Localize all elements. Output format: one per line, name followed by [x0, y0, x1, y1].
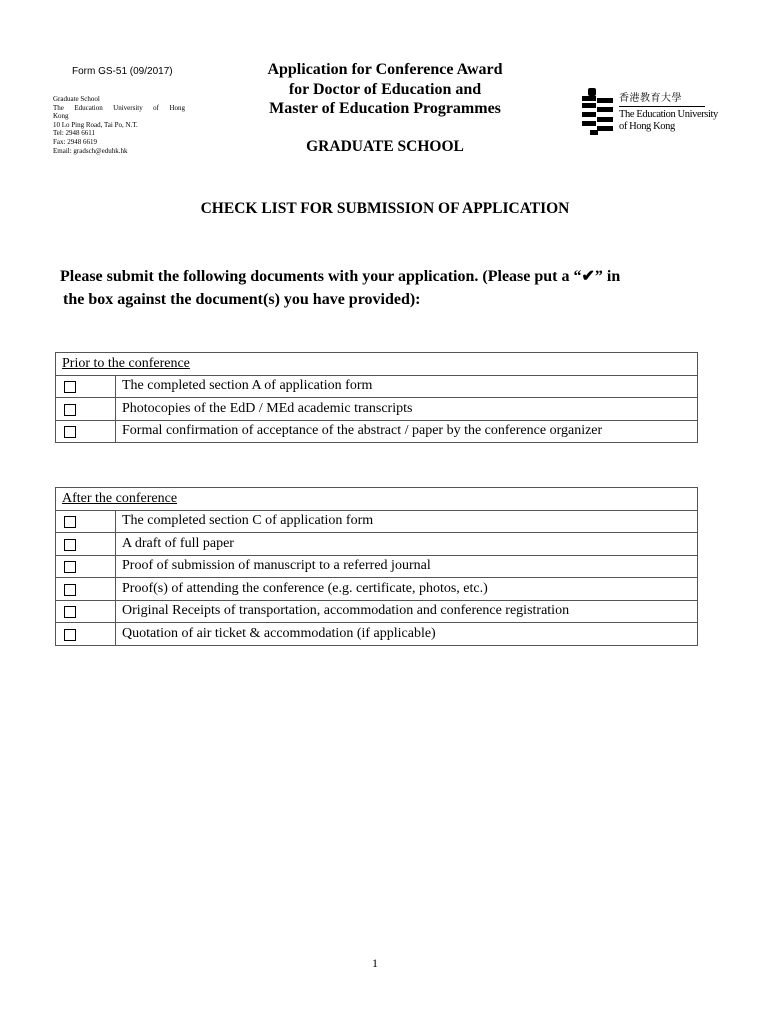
document-label: Formal confirmation of acceptance of the abstract / paper by the conference organizer	[116, 420, 698, 443]
title-line: Master of Education Programmes	[269, 100, 501, 117]
checkbox[interactable]	[64, 629, 76, 641]
document-label: The completed section A of application form	[116, 375, 698, 398]
address-line: The Education University of Hong	[53, 103, 185, 112]
document-label: Proof of submission of manuscript to a referred journal	[116, 555, 698, 578]
table-row	[56, 533, 698, 556]
logo-chinese-name: 香港教育大學	[619, 93, 705, 107]
instruction-line: Please submit the following documents with your application. (Please put a “✔” in	[60, 268, 621, 285]
table-row	[56, 555, 698, 578]
after-conference-header: After the conference	[56, 488, 698, 511]
school-name: GRADUATE SCHOOL	[306, 138, 464, 155]
form-title	[230, 60, 540, 119]
document-label: Photocopies of the EdD / MEd academic transcripts	[116, 398, 698, 421]
document-label: Quotation of air ticket & accommodation (if applicable)	[116, 623, 698, 646]
address-line: Email: gradsch@eduhk.hk	[53, 146, 128, 155]
prior-conference-table	[55, 352, 698, 443]
document-label: A draft of full paper	[116, 533, 698, 556]
address-line: Kong	[53, 112, 69, 121]
address-line: 10 Lo Ping Road, Tai Po, N.T.	[53, 120, 138, 129]
table-row	[56, 398, 698, 421]
address-line: Tel: 2948 6611	[53, 129, 96, 138]
address-line: Graduate School	[53, 95, 100, 103]
checkbox[interactable]	[64, 516, 76, 528]
checklist-heading: CHECK LIST FOR SUBMISSION OF APPLICATION	[200, 200, 570, 217]
checkbox[interactable]	[64, 584, 76, 596]
school-address	[53, 95, 185, 155]
table-row	[56, 420, 698, 443]
logo-english-name: The Education University	[619, 109, 718, 120]
checkbox[interactable]	[64, 561, 76, 573]
table-row	[56, 578, 698, 601]
logo-english-name: of Hong Kong	[619, 121, 675, 132]
document-label: Proof(s) of attending the conference (e.g. certificate, photos, etc.)	[116, 578, 698, 601]
form-code: Form GS-51 (09/2017)	[72, 66, 173, 77]
checkbox[interactable]	[64, 539, 76, 551]
title-line: for Doctor of Education and	[288, 80, 482, 98]
table-row	[56, 375, 698, 398]
title-line: Application for Conference Award	[267, 61, 503, 78]
address-line: Fax: 2948 6619	[53, 137, 97, 146]
instructions	[60, 265, 720, 311]
document-label: Original Receipts of transportation, accommodation and conference registration	[116, 600, 698, 623]
table-row	[56, 510, 698, 533]
prior-conference-header: Prior to the conference	[56, 353, 698, 376]
after-conference-table	[55, 487, 698, 646]
table-row	[56, 600, 698, 623]
page-number: 1	[372, 956, 378, 970]
checkbox[interactable]	[64, 381, 76, 393]
checkbox[interactable]	[64, 606, 76, 618]
document-label: The completed section C of application form	[116, 510, 698, 533]
instruction-line: the box against the document(s) you have provided):	[63, 291, 421, 308]
table-row	[56, 623, 698, 646]
checkbox[interactable]	[64, 426, 76, 438]
checkbox[interactable]	[64, 404, 76, 416]
university-logo-text	[619, 93, 718, 133]
